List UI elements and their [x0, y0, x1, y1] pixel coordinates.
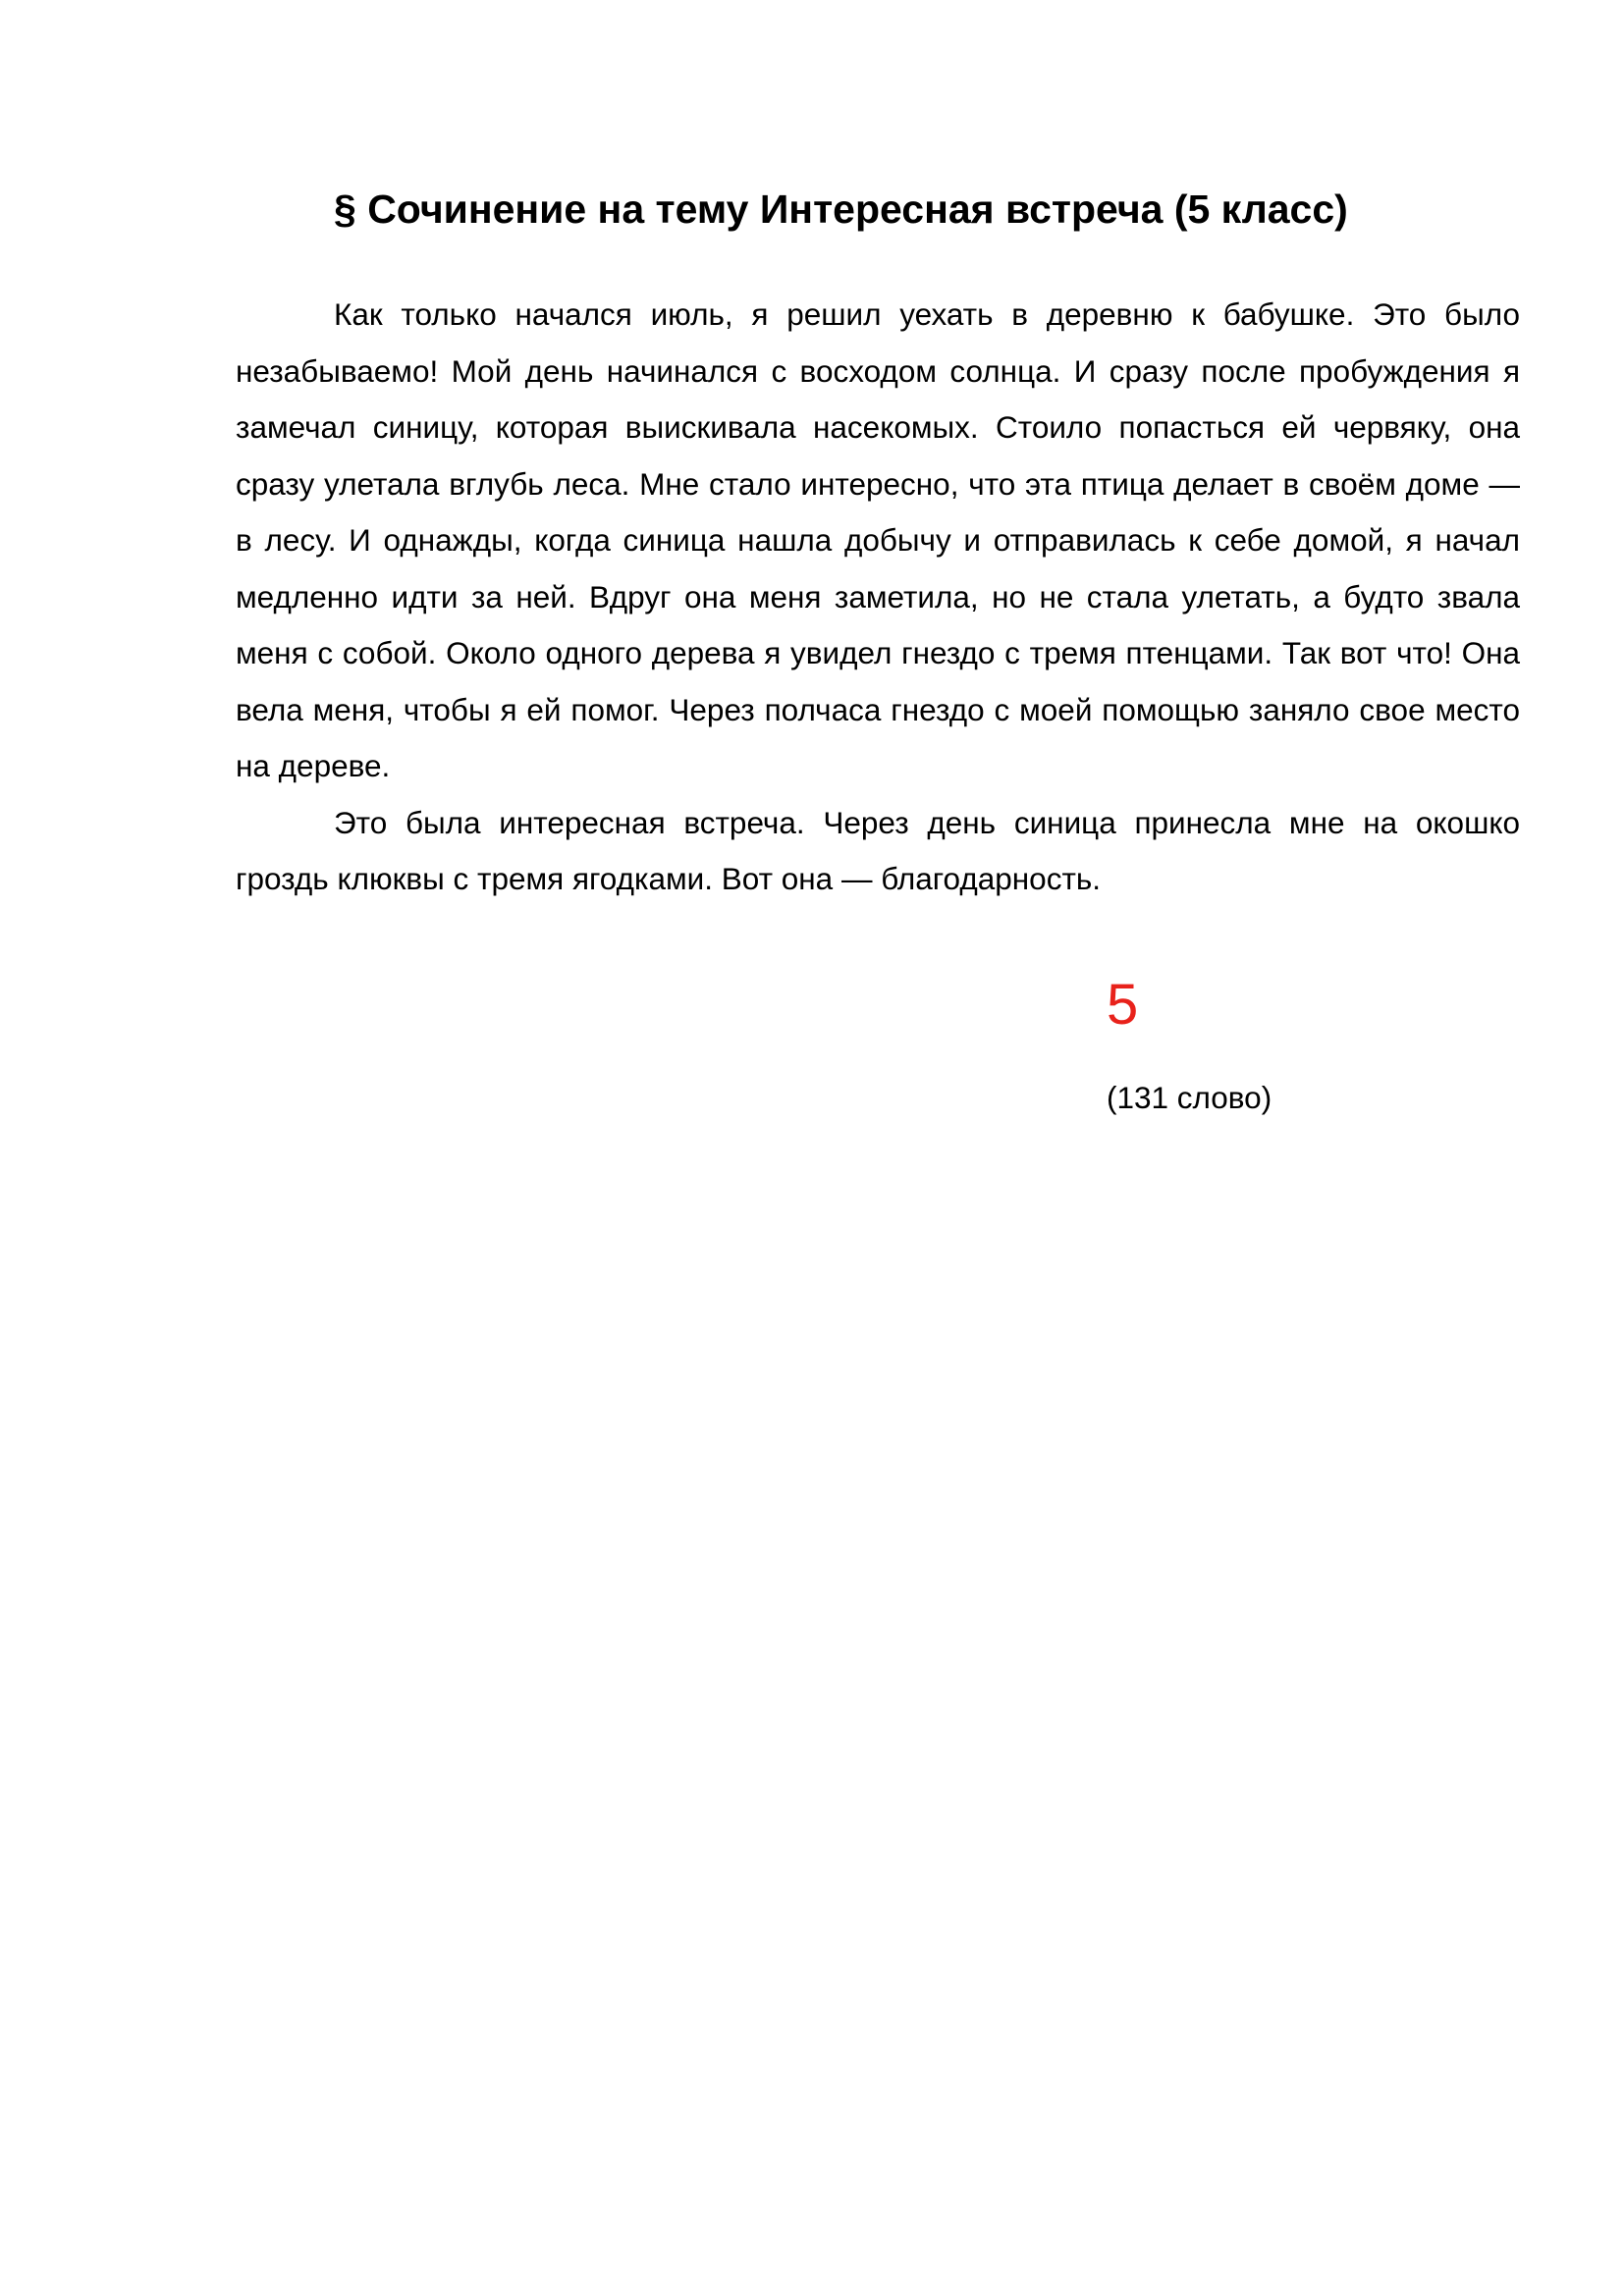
essay-paragraph-1: Как только начался июль, я решил уехать в деревню к бабушке. Это было незабываемо! Мой день начинался с восходом солнца. И сразу после пробуждения я замечал синицу, которая выискивала насекомых. Стоило попасться ей червяку, она сразу улетала вглубь леса. Мне стало интересно, что эта птица делает в своём доме — в лесу. И однажды, когда синица нашла добычу и отправилась к себе домой, я начал медленно идти за ней. Вдруг она меня заметила, но не стала улетать, а будто звала меня с собой. Около одного дерева я увидел гнездо с тремя птенцами. Так вот что! Она вела меня, чтобы я ей помог. Через полчаса гнездо с моей помощью заняло свое место на дереве.: [236, 296, 1520, 783]
grade-mark: 5: [1107, 973, 1139, 1037]
word-count: (131 слово): [1107, 1080, 1272, 1115]
essay-body: [236, 287, 1520, 908]
page-title: § Сочинение на тему Интересная встреча (5 класс): [334, 187, 1348, 233]
essay-paragraph-2: Это была интересная встреча. Через день синица принесла мне на окошко гроздь клюквы с тремя ягодками. Вот она — благодарность.: [236, 804, 1520, 896]
